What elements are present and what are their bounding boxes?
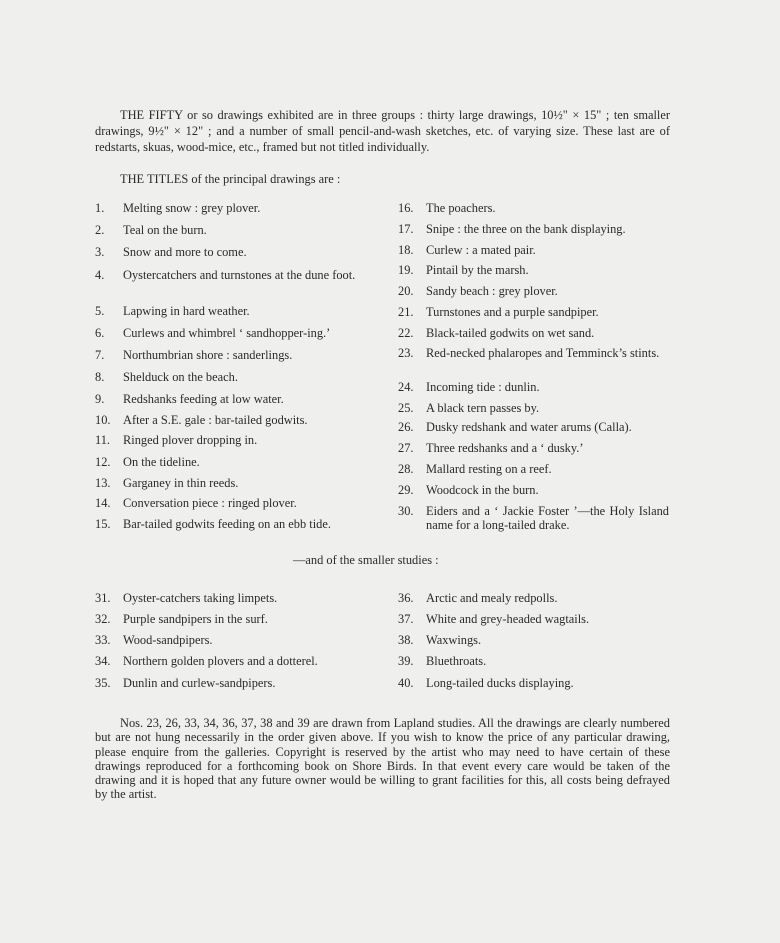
item-number: 11. bbox=[95, 433, 111, 447]
item-number: 25. bbox=[398, 401, 414, 415]
item-title: Sandy beach : grey plover. bbox=[426, 284, 558, 298]
item-number: 30. bbox=[398, 504, 414, 518]
item-number: 16. bbox=[398, 201, 414, 215]
item-title: Bar-tailed godwits feeding on an ebb tide. bbox=[123, 517, 331, 531]
item-number: 27. bbox=[398, 441, 414, 455]
intro-paragraph: THE FIFTY or so drawings exhibited are in three groups : thirty large drawings, 10½" × 15" ; ten smaller drawings, 9½" × 12" ; and a number of small pencil-and-wash sketches, etc. of varying size. These last are of redstarts, skuas, wood-mice, etc., framed but not titled individually. bbox=[95, 108, 670, 154]
item-number: 23. bbox=[398, 346, 414, 360]
item-number: 7. bbox=[95, 348, 105, 362]
item-title: On the tideline. bbox=[123, 455, 200, 469]
item-title: Ringed plover dropping in. bbox=[123, 433, 258, 447]
item-title: Dusky redshank and water arums (Calla). bbox=[426, 420, 632, 434]
item-number: 4. bbox=[95, 268, 105, 282]
item-title: Incoming tide : dunlin. bbox=[426, 380, 540, 394]
item-title: Three redshanks and a ‘ dusky.’ bbox=[426, 441, 584, 455]
item-number: 28. bbox=[398, 462, 414, 476]
item-title: Oystercatchers and turnstones at the dune foot. bbox=[123, 268, 356, 282]
item-title: Curlews and whimbrel ‘ sandhopper-ing.’ bbox=[123, 326, 331, 340]
item-number: 35. bbox=[95, 676, 111, 690]
item-number: 34. bbox=[95, 654, 111, 668]
item-number: 18. bbox=[398, 243, 414, 257]
item-title: After a S.E. gale : bar-tailed godwits. bbox=[123, 413, 308, 427]
item-number: 37. bbox=[398, 612, 414, 626]
item-number: 24. bbox=[398, 380, 414, 394]
item-number: 39. bbox=[398, 654, 414, 668]
item-title: Snow and more to come. bbox=[123, 245, 247, 259]
item-title: Lapwing in hard weather. bbox=[123, 304, 250, 318]
item-title: Northumbrian shore : sanderlings. bbox=[123, 348, 293, 362]
item-title: Woodcock in the burn. bbox=[426, 483, 539, 497]
item-number: 2. bbox=[95, 223, 105, 237]
item-title: The poachers. bbox=[426, 201, 496, 215]
item-title: Purple sandpipers in the surf. bbox=[123, 612, 268, 626]
item-number: 40. bbox=[398, 676, 414, 690]
item-title: Pintail by the marsh. bbox=[426, 263, 529, 277]
smaller-studies-heading: —and of the smaller studies : bbox=[293, 553, 439, 567]
item-number: 3. bbox=[95, 245, 105, 259]
item-number: 20. bbox=[398, 284, 414, 298]
item-number: 22. bbox=[398, 326, 414, 340]
item-title: Curlew : a mated pair. bbox=[426, 243, 536, 257]
item-title: Conversation piece : ringed plover. bbox=[123, 496, 297, 510]
item-title: Shelduck on the beach. bbox=[123, 370, 238, 384]
item-number: 36. bbox=[398, 591, 414, 605]
item-number: 38. bbox=[398, 633, 414, 647]
item-number: 8. bbox=[95, 370, 105, 384]
item-number: 6. bbox=[95, 326, 105, 340]
item-number: 5. bbox=[95, 304, 105, 318]
closing-paragraph: Nos. 23, 26, 33, 34, 36, 37, 38 and 39 are drawn from Lapland studies. All the drawings are clearly numbered but are not hung necessarily in the order given above. If you wish to know the price of any particular drawing, please enquire from the galleries. Copyright is reserved by the artist who may need to have certain of these drawings reproduced for a forthcoming book on Shore Birds. In that event every care would be taken of the drawing and it is hoped that any future owner would be willing to grant facilities for this, all costs being defrayed by the artist. bbox=[95, 716, 670, 802]
item-title: Arctic and mealy redpolls. bbox=[426, 591, 558, 605]
item-number: 32. bbox=[95, 612, 111, 626]
item-title: Waxwings. bbox=[426, 633, 482, 647]
item-title: Northern golden plovers and a dotterel. bbox=[123, 654, 318, 668]
item-title: Melting snow : grey plover. bbox=[123, 201, 261, 215]
item-title: Mallard resting on a reef. bbox=[426, 462, 552, 476]
item-title: White and grey-headed wagtails. bbox=[426, 612, 590, 626]
item-title: Red-necked phalaropes and Temminck’s stints. bbox=[426, 346, 660, 360]
item-title: Garganey in thin reeds. bbox=[123, 476, 239, 490]
item-title: Long-tailed ducks displaying. bbox=[426, 676, 574, 690]
item-number: 10. bbox=[95, 413, 111, 427]
item-title: A black tern passes by. bbox=[426, 401, 540, 415]
item-number: 15. bbox=[95, 517, 111, 531]
item-number: 29. bbox=[398, 483, 414, 497]
titles-heading: THE TITLES of the principal drawings are : bbox=[120, 172, 341, 186]
item-title: Redshanks feeding at low water. bbox=[123, 392, 284, 406]
item-title: Wood-sandpipers. bbox=[123, 633, 213, 647]
item-title: Oyster-catchers taking limpets. bbox=[123, 591, 278, 605]
item-number: 19. bbox=[398, 263, 414, 277]
item-number: 21. bbox=[398, 305, 414, 319]
item-title: Bluethroats. bbox=[426, 654, 487, 668]
item-number: 13. bbox=[95, 476, 111, 490]
item-number: 31. bbox=[95, 591, 111, 605]
item-number: 33. bbox=[95, 633, 111, 647]
item-title: Turnstones and a purple sandpiper. bbox=[426, 305, 599, 319]
item-number: 1. bbox=[95, 201, 105, 215]
item-title: Snipe : the three on the bank displaying. bbox=[426, 222, 626, 236]
item-number: 12. bbox=[95, 455, 111, 469]
item-title: Eiders and a ‘ Jackie Foster ’—the Holy Island name for a long-tailed drake. bbox=[426, 504, 669, 532]
item-number: 17. bbox=[398, 222, 414, 236]
item-number: 14. bbox=[95, 496, 111, 510]
item-title: Teal on the burn. bbox=[123, 223, 207, 237]
item-number: 26. bbox=[398, 420, 414, 434]
item-number: 9. bbox=[95, 392, 105, 406]
item-title: Black-tailed godwits on wet sand. bbox=[426, 326, 595, 340]
item-title: Dunlin and curlew-sandpipers. bbox=[123, 676, 276, 690]
